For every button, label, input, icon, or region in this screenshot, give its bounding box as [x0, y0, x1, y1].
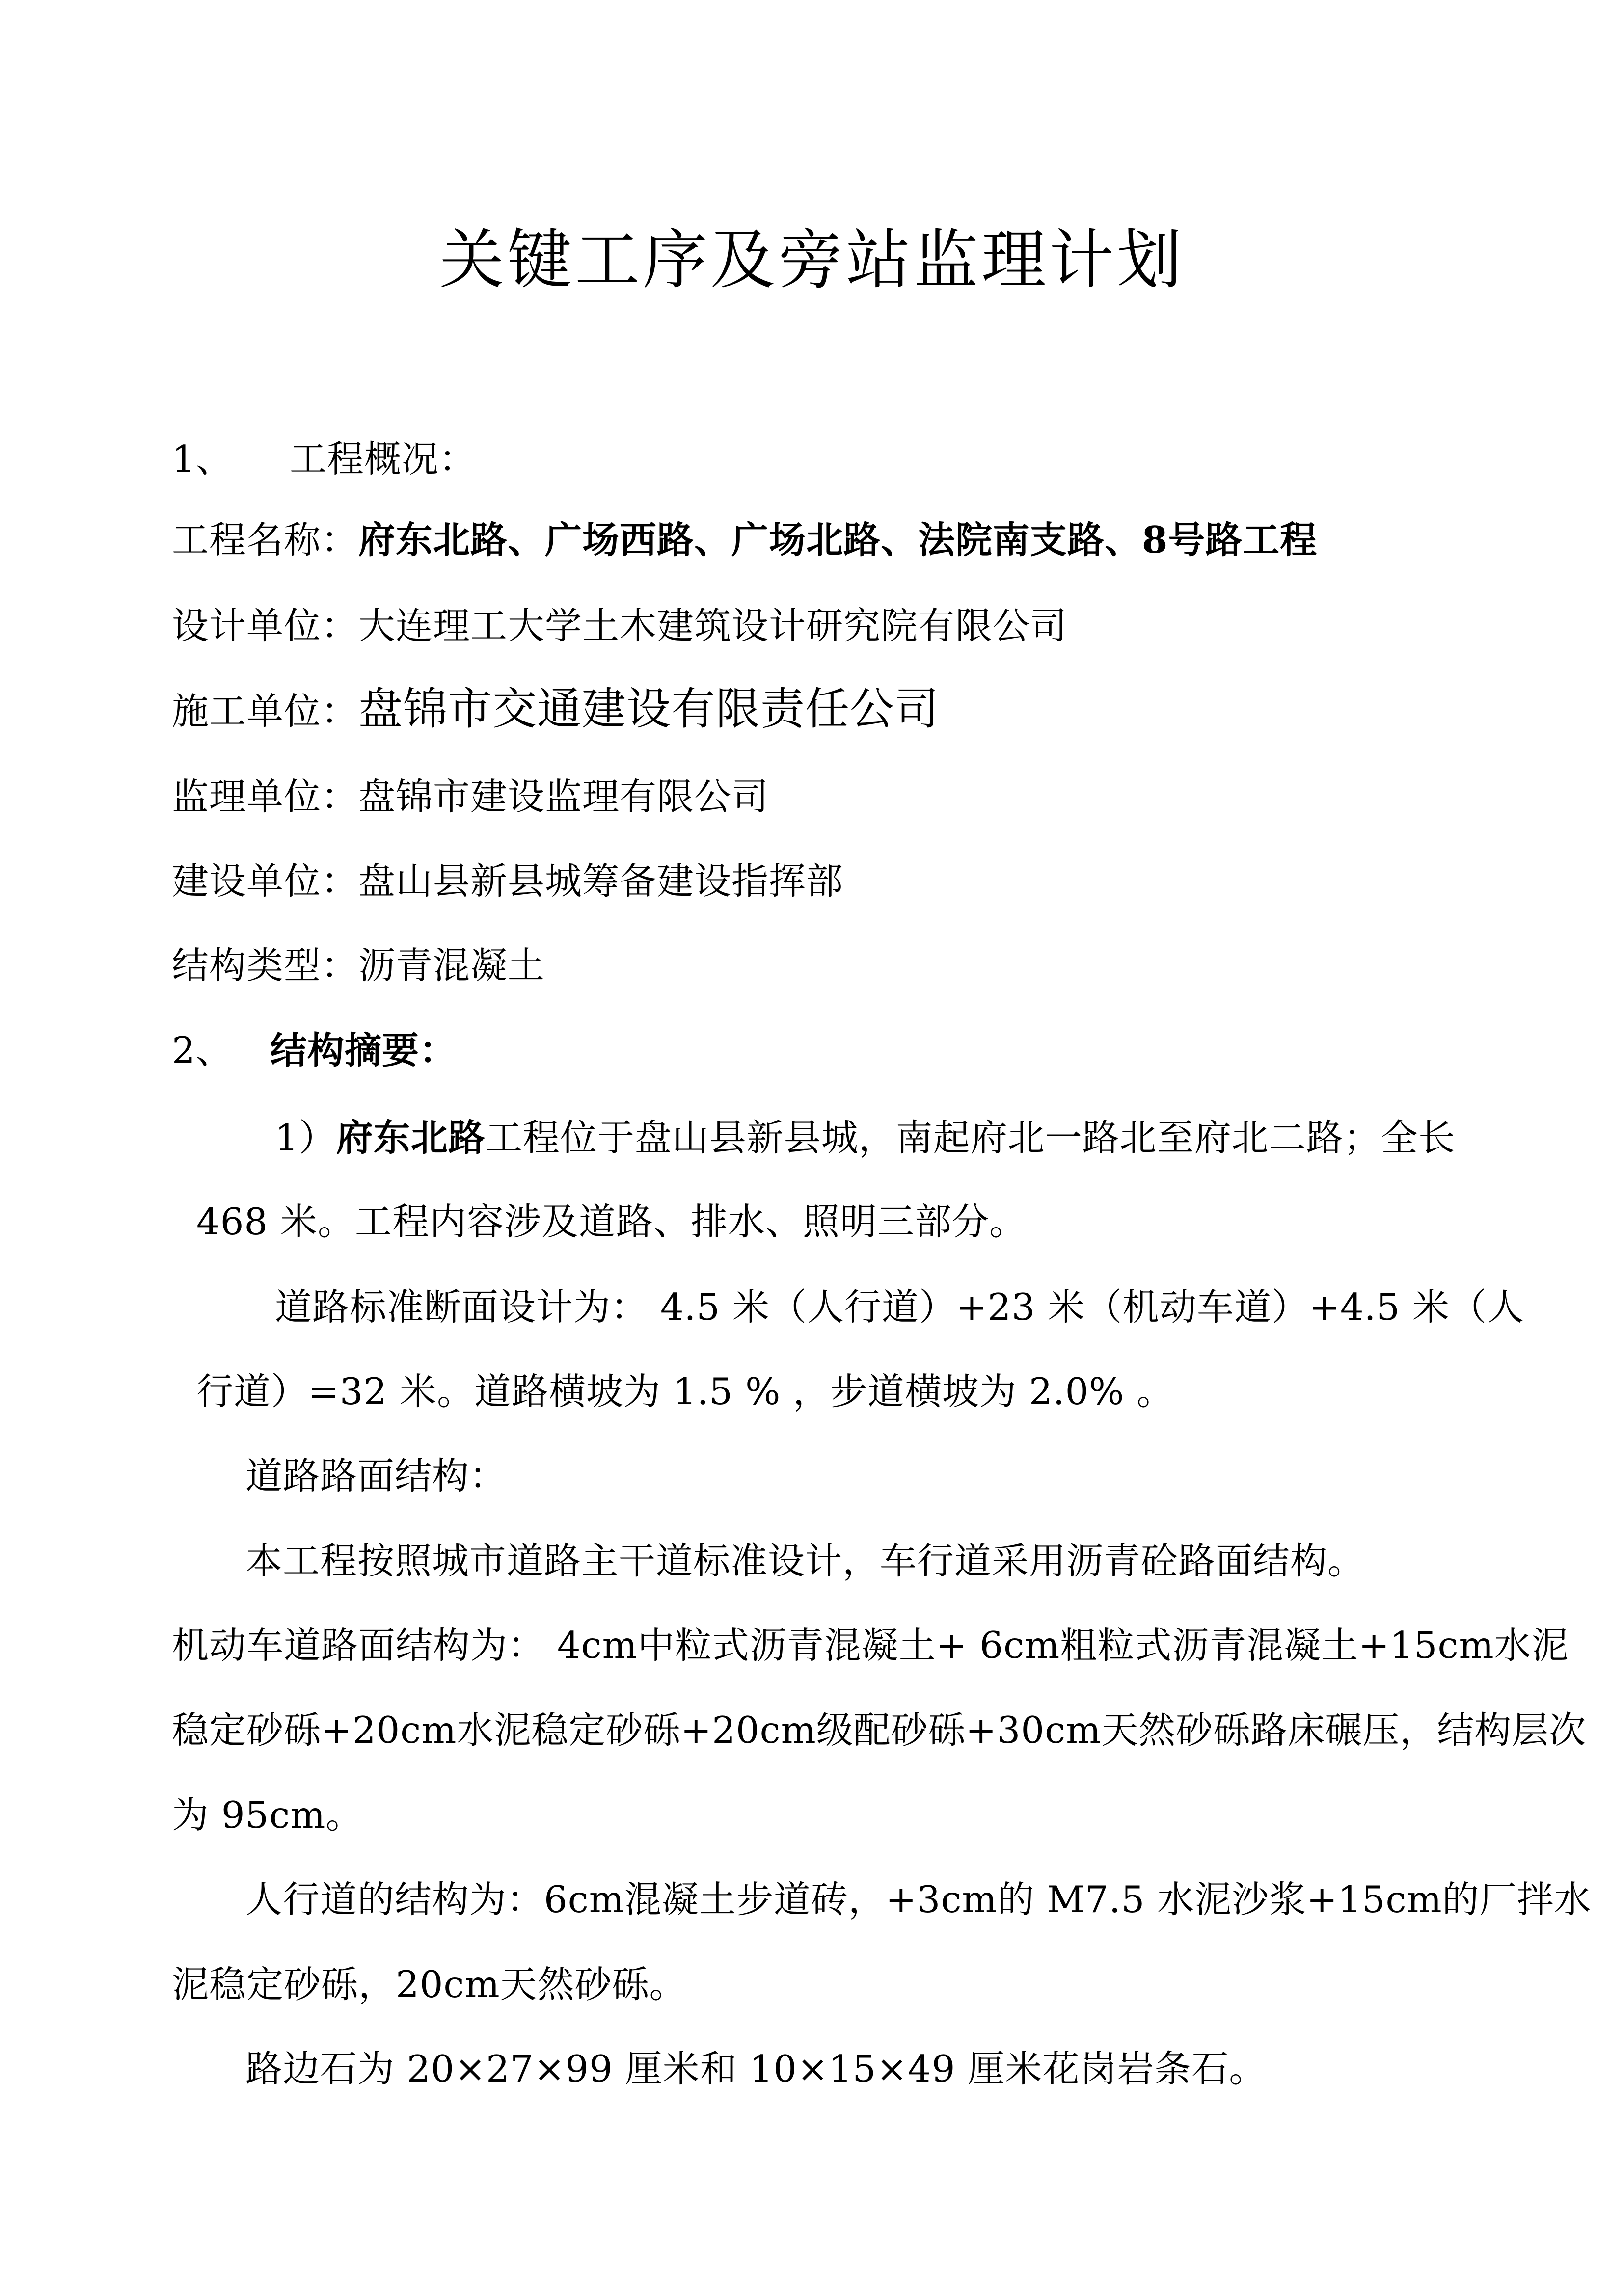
- info-label: 结构类型：: [172, 944, 359, 987]
- info-row-construction-unit: [172, 682, 939, 738]
- road-name: 府东北路: [336, 1116, 486, 1159]
- info-label: 施工单位：: [172, 690, 359, 733]
- info-value: 大连理工大学土木建筑设计研究院有限公司: [358, 604, 1068, 647]
- paragraph-line: 路边石为 20×27×99 厘米和 10×15×49 厘米花岗岩条石。: [245, 2047, 1267, 2090]
- info-value: 府东北路、广场西路、广场北路、法院南支路、8号路工程: [358, 518, 1318, 561]
- info-label: 工程名称：: [172, 518, 359, 561]
- paragraph-line: 机动车道路面结构为： 4cm中粒式沥青混凝土+ 6cm粗粒式沥青混凝土+15cm水泥: [172, 1624, 1569, 1667]
- paragraph-line: 本工程按照城市道路主干道标准设计，车行道采用沥青砼路面结构。: [245, 1539, 1365, 1582]
- info-value: 沥青混凝土: [358, 944, 545, 987]
- info-row-owner-unit: [172, 854, 843, 908]
- section-heading-overview: [172, 432, 476, 486]
- paragraph-line: 人行道的结构为：6cm混凝土步道砖，+3cm的 M7.5 水泥沙浆+15cm的厂拌水: [245, 1878, 1592, 1921]
- document-title: 关键工序及旁站监理计划: [439, 222, 1185, 298]
- info-row-structure-type: [172, 938, 545, 992]
- info-row-project-name: [172, 513, 1317, 567]
- section-number: 1、: [172, 437, 233, 481]
- info-row-design-unit: [172, 599, 1067, 653]
- info-label: 监理单位：: [172, 775, 359, 818]
- info-value: 盘锦市建设监理有限公司: [358, 775, 769, 818]
- paragraph-line: 为 95cm。: [172, 1793, 363, 1837]
- paragraph-line: 行道）=32 米。道路横坡为 1.5 % ，步道横坡为 2.0% 。: [196, 1370, 1174, 1413]
- section-title: 工程概况：: [290, 437, 477, 481]
- paragraph-line: 泥稳定砂砾，20cm天然砂砾。: [172, 1963, 687, 2006]
- paragraph-text: 工程位于盘山县新县城，南起府北一路北至府北二路；全长: [485, 1116, 1456, 1159]
- info-row-supervision-unit: [172, 770, 769, 824]
- paragraph-line: 稳定砂砾+20cm水泥稳定砂砾+20cm级配砂砾+30cm天然砂砾路床碾压，结构层次: [172, 1709, 1587, 1752]
- section-number: 2、: [172, 1029, 233, 1072]
- paragraph-prefix: 1）: [275, 1116, 336, 1159]
- paragraph-line: 道路路面结构：: [245, 1454, 507, 1497]
- paragraph-line: 468 米。工程内容涉及道路、排水、照明三部分。: [196, 1200, 1027, 1243]
- info-label: 建设单位：: [172, 859, 359, 903]
- info-value: 盘山县新县城筹备建设指挥部: [358, 859, 844, 903]
- section-title: 结构摘要：: [270, 1029, 457, 1072]
- info-value: 盘锦市交通建设有限责任公司: [358, 683, 940, 735]
- section-heading-summary: [172, 1023, 457, 1077]
- info-label: 设计单位：: [172, 604, 359, 647]
- paragraph-line: [275, 1111, 1456, 1165]
- paragraph-line: 道路标准断面设计为： 4.5 米（人行道）+23 米（机动车道）+4.5 米（人: [275, 1285, 1525, 1329]
